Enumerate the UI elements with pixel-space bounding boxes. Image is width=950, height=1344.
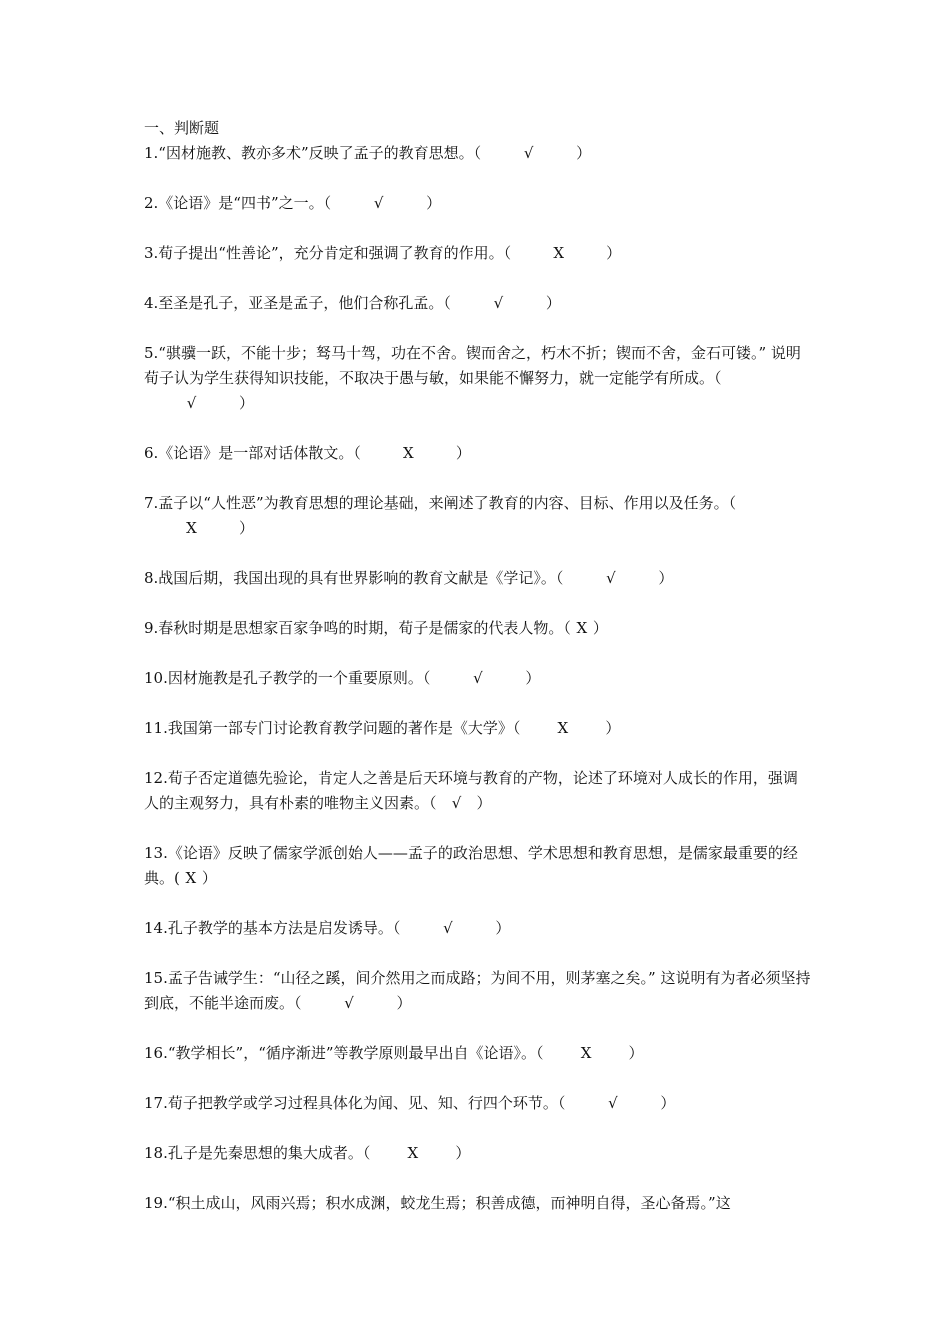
answer-mark: √ — [606, 569, 616, 587]
question-text: 10.因材施教是孔子教学的一个重要原则。 — [144, 669, 423, 687]
open-paren: （ — [323, 194, 332, 212]
answer-mark: X — [407, 1144, 419, 1162]
question-text: 13.《论语》反映了儒家学派创始人——孟子的政治思想、学术思想和教育思想，是儒家最重要的经典。 — [144, 844, 798, 887]
question-text: 8.战国后期，我国出现的具有世界影响的教育文献是《学记》。 — [144, 569, 556, 587]
question-text: 1.“因材施教、教亦多术”反映了孟子的教育思想。 — [144, 144, 474, 162]
close-paren: ） — [476, 794, 492, 812]
answer-mark: √ — [186, 394, 197, 412]
question-text: 16.“教学相长”，“循序渐进”等教学原则最早出自《论语》。 — [144, 1044, 537, 1062]
question-11 — [144, 716, 812, 741]
answer-mark: X — [185, 869, 197, 887]
question-19 — [144, 1191, 812, 1216]
question-text: 7.孟子以“人性恶”为教育思想的理论基础，来阐述了教育的内容、目标、作用以及任务。 — [144, 494, 729, 512]
question-text: 2.《论语》是“四书”之一。 — [144, 194, 324, 212]
question-5 — [144, 341, 812, 416]
open-paren: （ — [555, 569, 564, 587]
answer-mark: √ — [523, 144, 534, 162]
question-9 — [144, 616, 812, 641]
close-paren: ） — [658, 569, 674, 587]
close-paren: ） — [239, 519, 255, 537]
close-paren: ） — [592, 619, 608, 637]
question-3 — [144, 241, 812, 266]
question-text: 5.“骐骥一跃，不能十步；驽马十驾，功在不舍。锲而舍之，朽木不折；锲而不舍，金石可镂。” 说明荀子认为学生获得知识技能，不取决于愚与敏，如果能不懈努力，就一定能学有所成。 — [144, 344, 801, 387]
question-6 — [144, 441, 812, 466]
question-7 — [144, 491, 812, 541]
question-text: 3.荀子提出“性善论”，充分肯定和强调了教育的作用。 — [144, 244, 504, 262]
open-paren: （ — [294, 994, 302, 1012]
section-title: 一、判断题 — [144, 119, 220, 137]
question-text: 15.孟子告诫学生：“山径之蹊，间介然用之而成路；为间不用，则茅塞之矣。” 这说明有为者必须坚持到底，不能半途而废。 — [144, 969, 811, 1012]
answer-mark: √ — [473, 669, 483, 687]
answer-mark: X — [576, 619, 588, 637]
open-paren: （ — [512, 719, 521, 737]
close-paren: ） — [455, 1144, 471, 1162]
open-paren: （ — [728, 494, 737, 512]
close-paren: ） — [606, 244, 622, 262]
open-paren: （ — [392, 919, 401, 937]
question-12 — [144, 766, 812, 816]
answer-mark: √ — [608, 1094, 618, 1112]
close-paren: ） — [426, 194, 442, 212]
question-4 — [144, 291, 812, 316]
open-paren: （ — [353, 444, 361, 462]
question-text: 4.至圣是孔子，亚圣是孟子，他们合称孔孟。 — [144, 294, 444, 312]
close-paren: ） — [239, 394, 255, 412]
close-paren: ） — [525, 669, 541, 687]
question-text: 12.荀子否定道德先验论，肯定人之善是后天环境与教育的产物，论述了环境对人成长的作用，强调人的主观努力，具有朴素的唯物主义因素。 — [144, 769, 798, 812]
close-paren: ） — [455, 444, 471, 462]
open-paren: （ — [714, 369, 722, 387]
open-paren: （ — [536, 1044, 544, 1062]
question-18 — [144, 1141, 812, 1166]
close-paren: ） — [495, 919, 511, 937]
question-10 — [144, 666, 812, 691]
question-text: 14.孔子教学的基本方法是启发诱导。 — [144, 919, 393, 937]
question-text: 18.孔子是先秦思想的集大成者。 — [144, 1144, 363, 1162]
close-paren: ） — [660, 1094, 676, 1112]
answer-mark: √ — [344, 994, 354, 1012]
answer-mark: X — [553, 244, 565, 262]
open-paren: （ — [563, 619, 571, 637]
question-text: 6.《论语》是一部对话体散文。 — [144, 444, 354, 462]
question-17 — [144, 1091, 812, 1116]
question-2 — [144, 191, 812, 216]
close-paren: ） — [545, 294, 561, 312]
question-text: 17.荀子把教学或学习过程具体化为闻、见、知、行四个环节。 — [144, 1094, 558, 1112]
open-paren: （ — [443, 294, 451, 312]
open-paren: （ — [429, 794, 437, 812]
question-text: 11.我国第一部专门讨论教育教学问题的著作是《大学》 — [144, 719, 513, 737]
answer-mark: X — [186, 519, 197, 537]
question-13 — [144, 841, 812, 891]
answer-mark: X — [557, 719, 569, 737]
question-14 — [144, 916, 812, 941]
open-paren: （ — [362, 1144, 371, 1162]
close-paren: ） — [396, 994, 412, 1012]
answer-mark: √ — [443, 919, 453, 937]
answer-mark: √ — [451, 794, 462, 812]
question-1 — [144, 141, 812, 166]
question-text: 19.“积土成山，风雨兴焉；积水成渊，蛟龙生焉；积善成德，而神明自得，圣心备焉。”这 — [144, 1194, 731, 1212]
close-paren: ） — [576, 144, 592, 162]
question-15 — [144, 966, 812, 1016]
question-16 — [144, 1041, 812, 1066]
open-paren: ( — [174, 869, 180, 887]
open-paren: （ — [473, 144, 482, 162]
document-page — [144, 116, 812, 1241]
open-paren: （ — [422, 669, 431, 687]
question-text: 9.春秋时期是思想家百家争鸣的时期，荀子是儒家的代表人物。 — [144, 619, 564, 637]
close-paren: ） — [628, 1044, 644, 1062]
close-paren: ） — [605, 719, 621, 737]
answer-mark: √ — [373, 194, 384, 212]
answer-mark: X — [580, 1044, 592, 1062]
answer-mark: √ — [493, 294, 504, 312]
answer-mark: X — [403, 444, 414, 462]
question-8 — [144, 566, 812, 591]
close-paren: ） — [201, 869, 217, 887]
open-paren: （ — [503, 244, 512, 262]
open-paren: （ — [557, 1094, 566, 1112]
